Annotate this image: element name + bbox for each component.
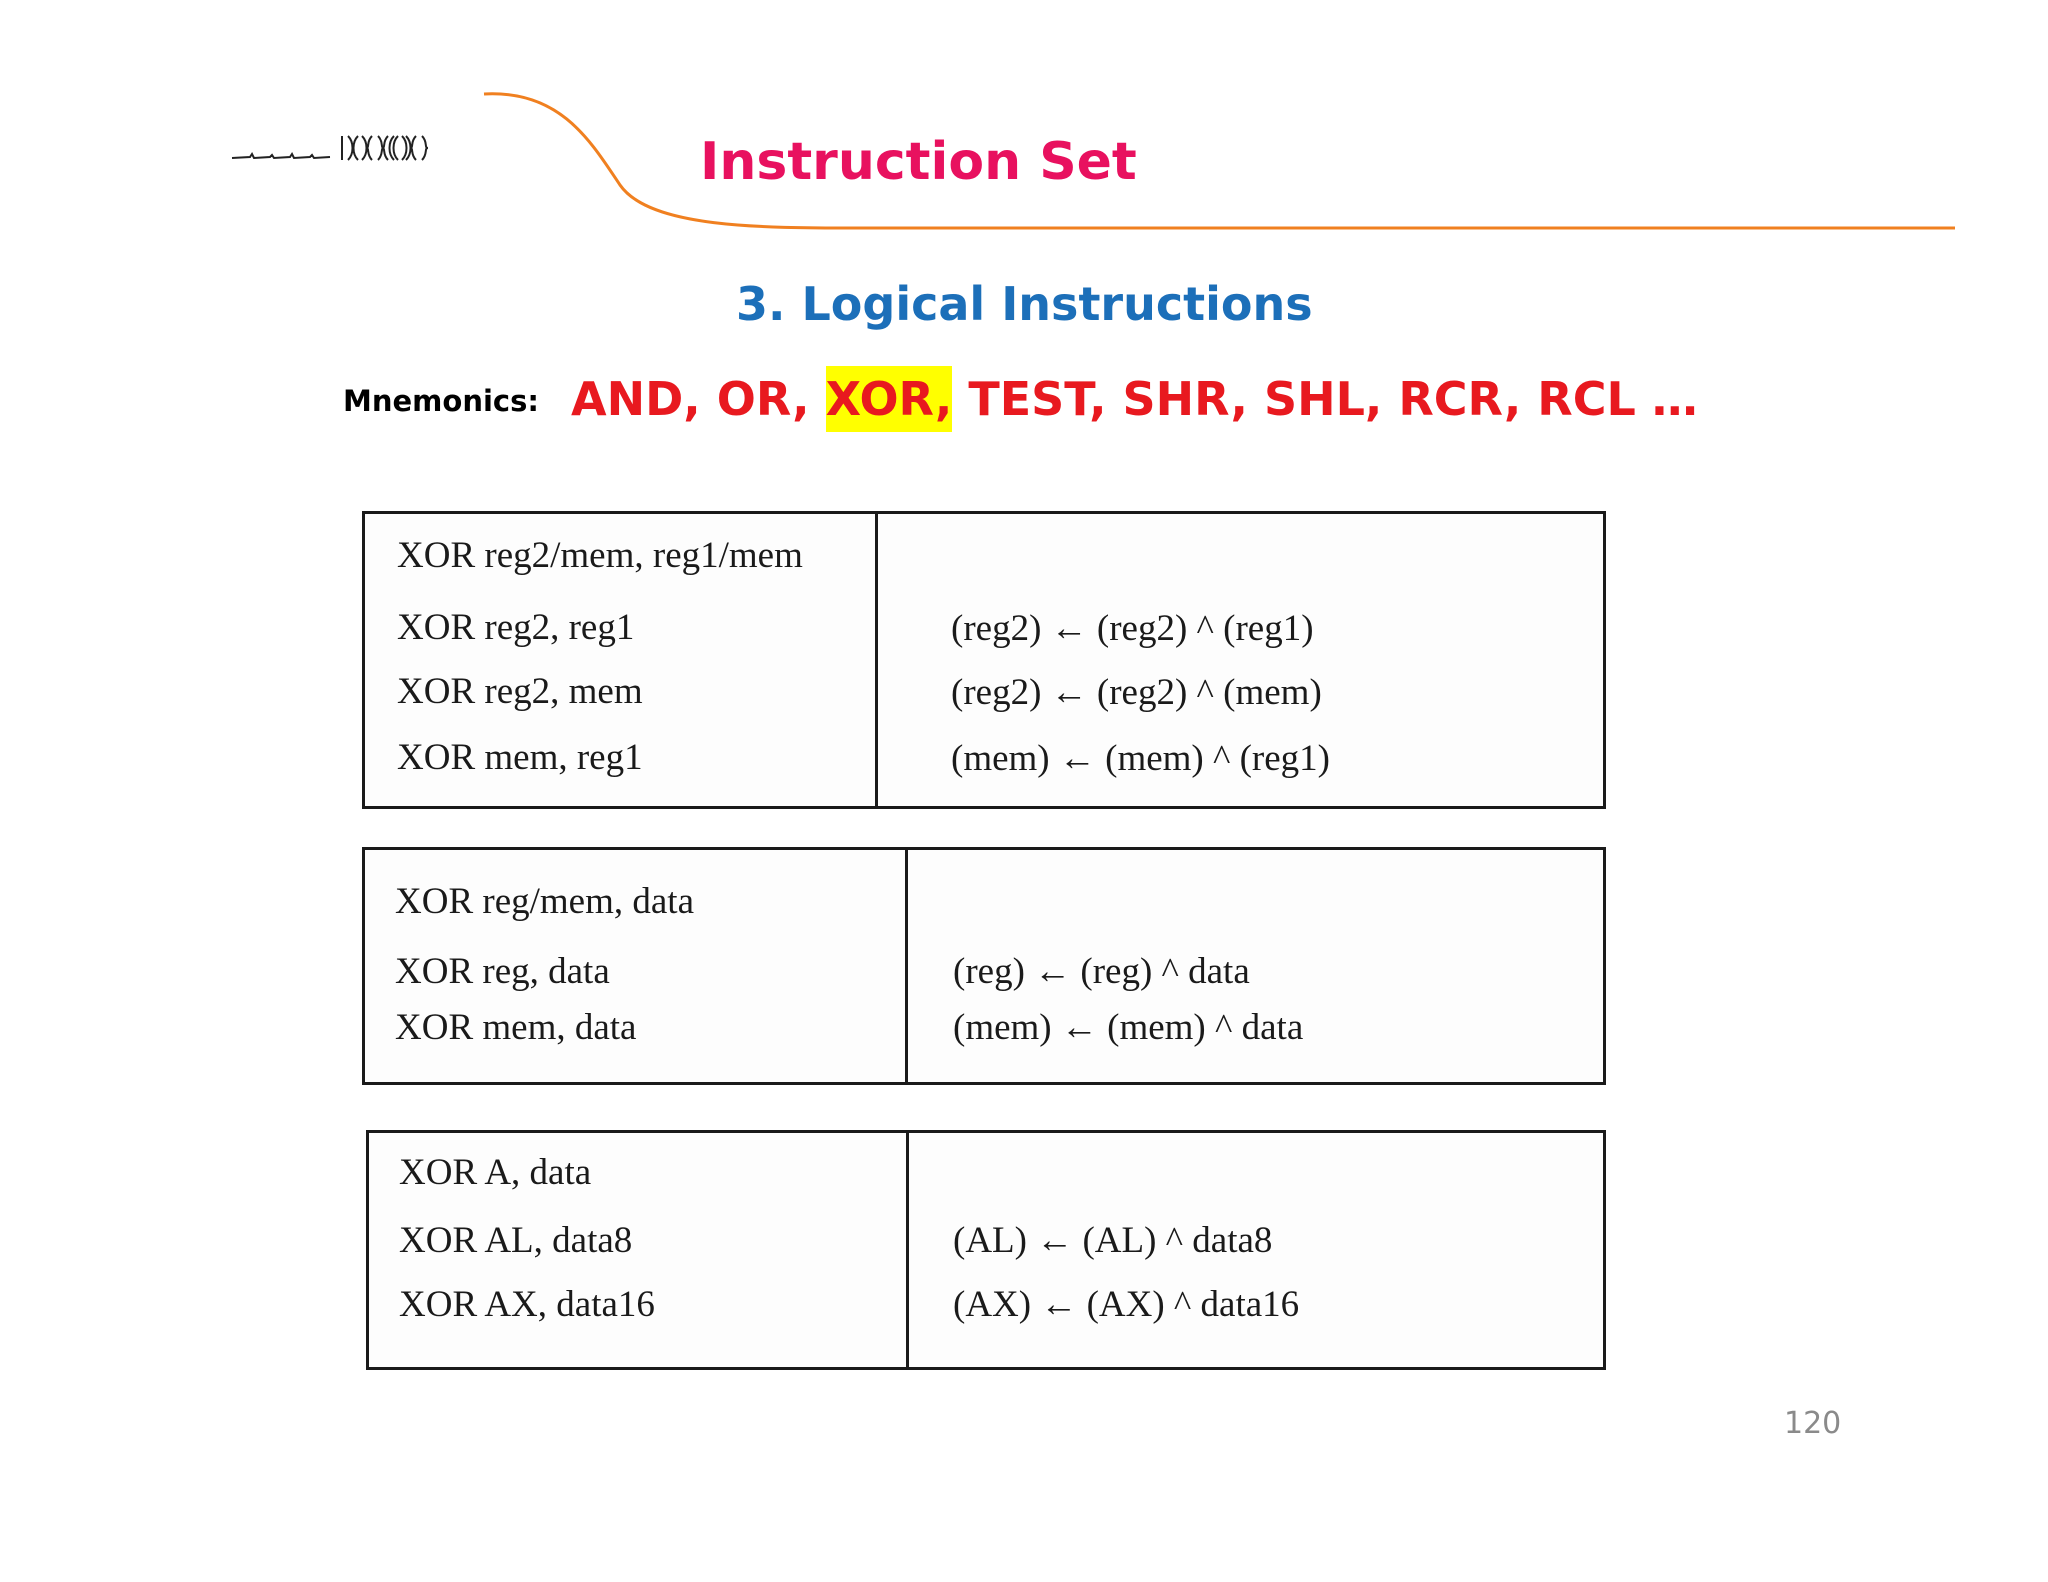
operation-line: (mem) ← (mem) ^ (reg1) [951, 738, 1330, 779]
syntax-line: XOR AX, data16 [399, 1284, 655, 1325]
mnemonic-highlighted: XOR, [826, 366, 953, 432]
operation-line: (AX) ← (AX) ^ data16 [953, 1284, 1300, 1325]
slide-title: Instruction Set [700, 132, 1137, 192]
syntax-line: XOR AL, data8 [399, 1220, 633, 1261]
syntax-line: XOR reg2, reg1 [397, 607, 635, 648]
mnemonic-item: RCR, [1398, 372, 1522, 426]
page-number: 120 [1784, 1406, 1842, 1441]
mnemonic-item: RCL … [1537, 372, 1698, 426]
syntax-line: XOR A, data [399, 1152, 592, 1193]
mnemonics-list [571, 366, 1698, 432]
operation-line: (AL) ← (AL) ^ data8 [953, 1220, 1273, 1261]
operation-line: (mem) ← (mem) ^ data [953, 1007, 1304, 1048]
operation-line: (reg2) ← (reg2) ^ (mem) [951, 672, 1322, 713]
mnemonic-item: OR, [716, 372, 810, 426]
operation-line: (reg2) ← (reg2) ^ (reg1) [951, 608, 1314, 649]
mnemonic-item: SHR, [1122, 372, 1248, 426]
syntax-line: XOR reg2, mem [397, 671, 643, 712]
xor-register-memory-table [362, 511, 1606, 809]
section-subtitle: 3. Logical Instructions [736, 277, 1313, 331]
syntax-line: XOR mem, reg1 [397, 737, 643, 778]
xor-accumulator-table [366, 1130, 1606, 1370]
operation-line: (reg) ← (reg) ^ data [953, 951, 1250, 992]
header-curve [0, 0, 2048, 260]
syntax-line: XOR reg, data [395, 951, 610, 992]
mnemonic-item: TEST, [968, 372, 1107, 426]
syntax-line: XOR reg/mem, data [395, 881, 694, 922]
xor-immediate-table [362, 847, 1606, 1085]
mnemonic-item: AND, [571, 372, 701, 426]
syntax-line: XOR reg2/mem, reg1/mem [397, 535, 803, 576]
syntax-line: XOR mem, data [395, 1007, 637, 1048]
mnemonic-item: SHL, [1263, 372, 1383, 426]
mnemonics-label: Mnemonics: [343, 384, 539, 418]
